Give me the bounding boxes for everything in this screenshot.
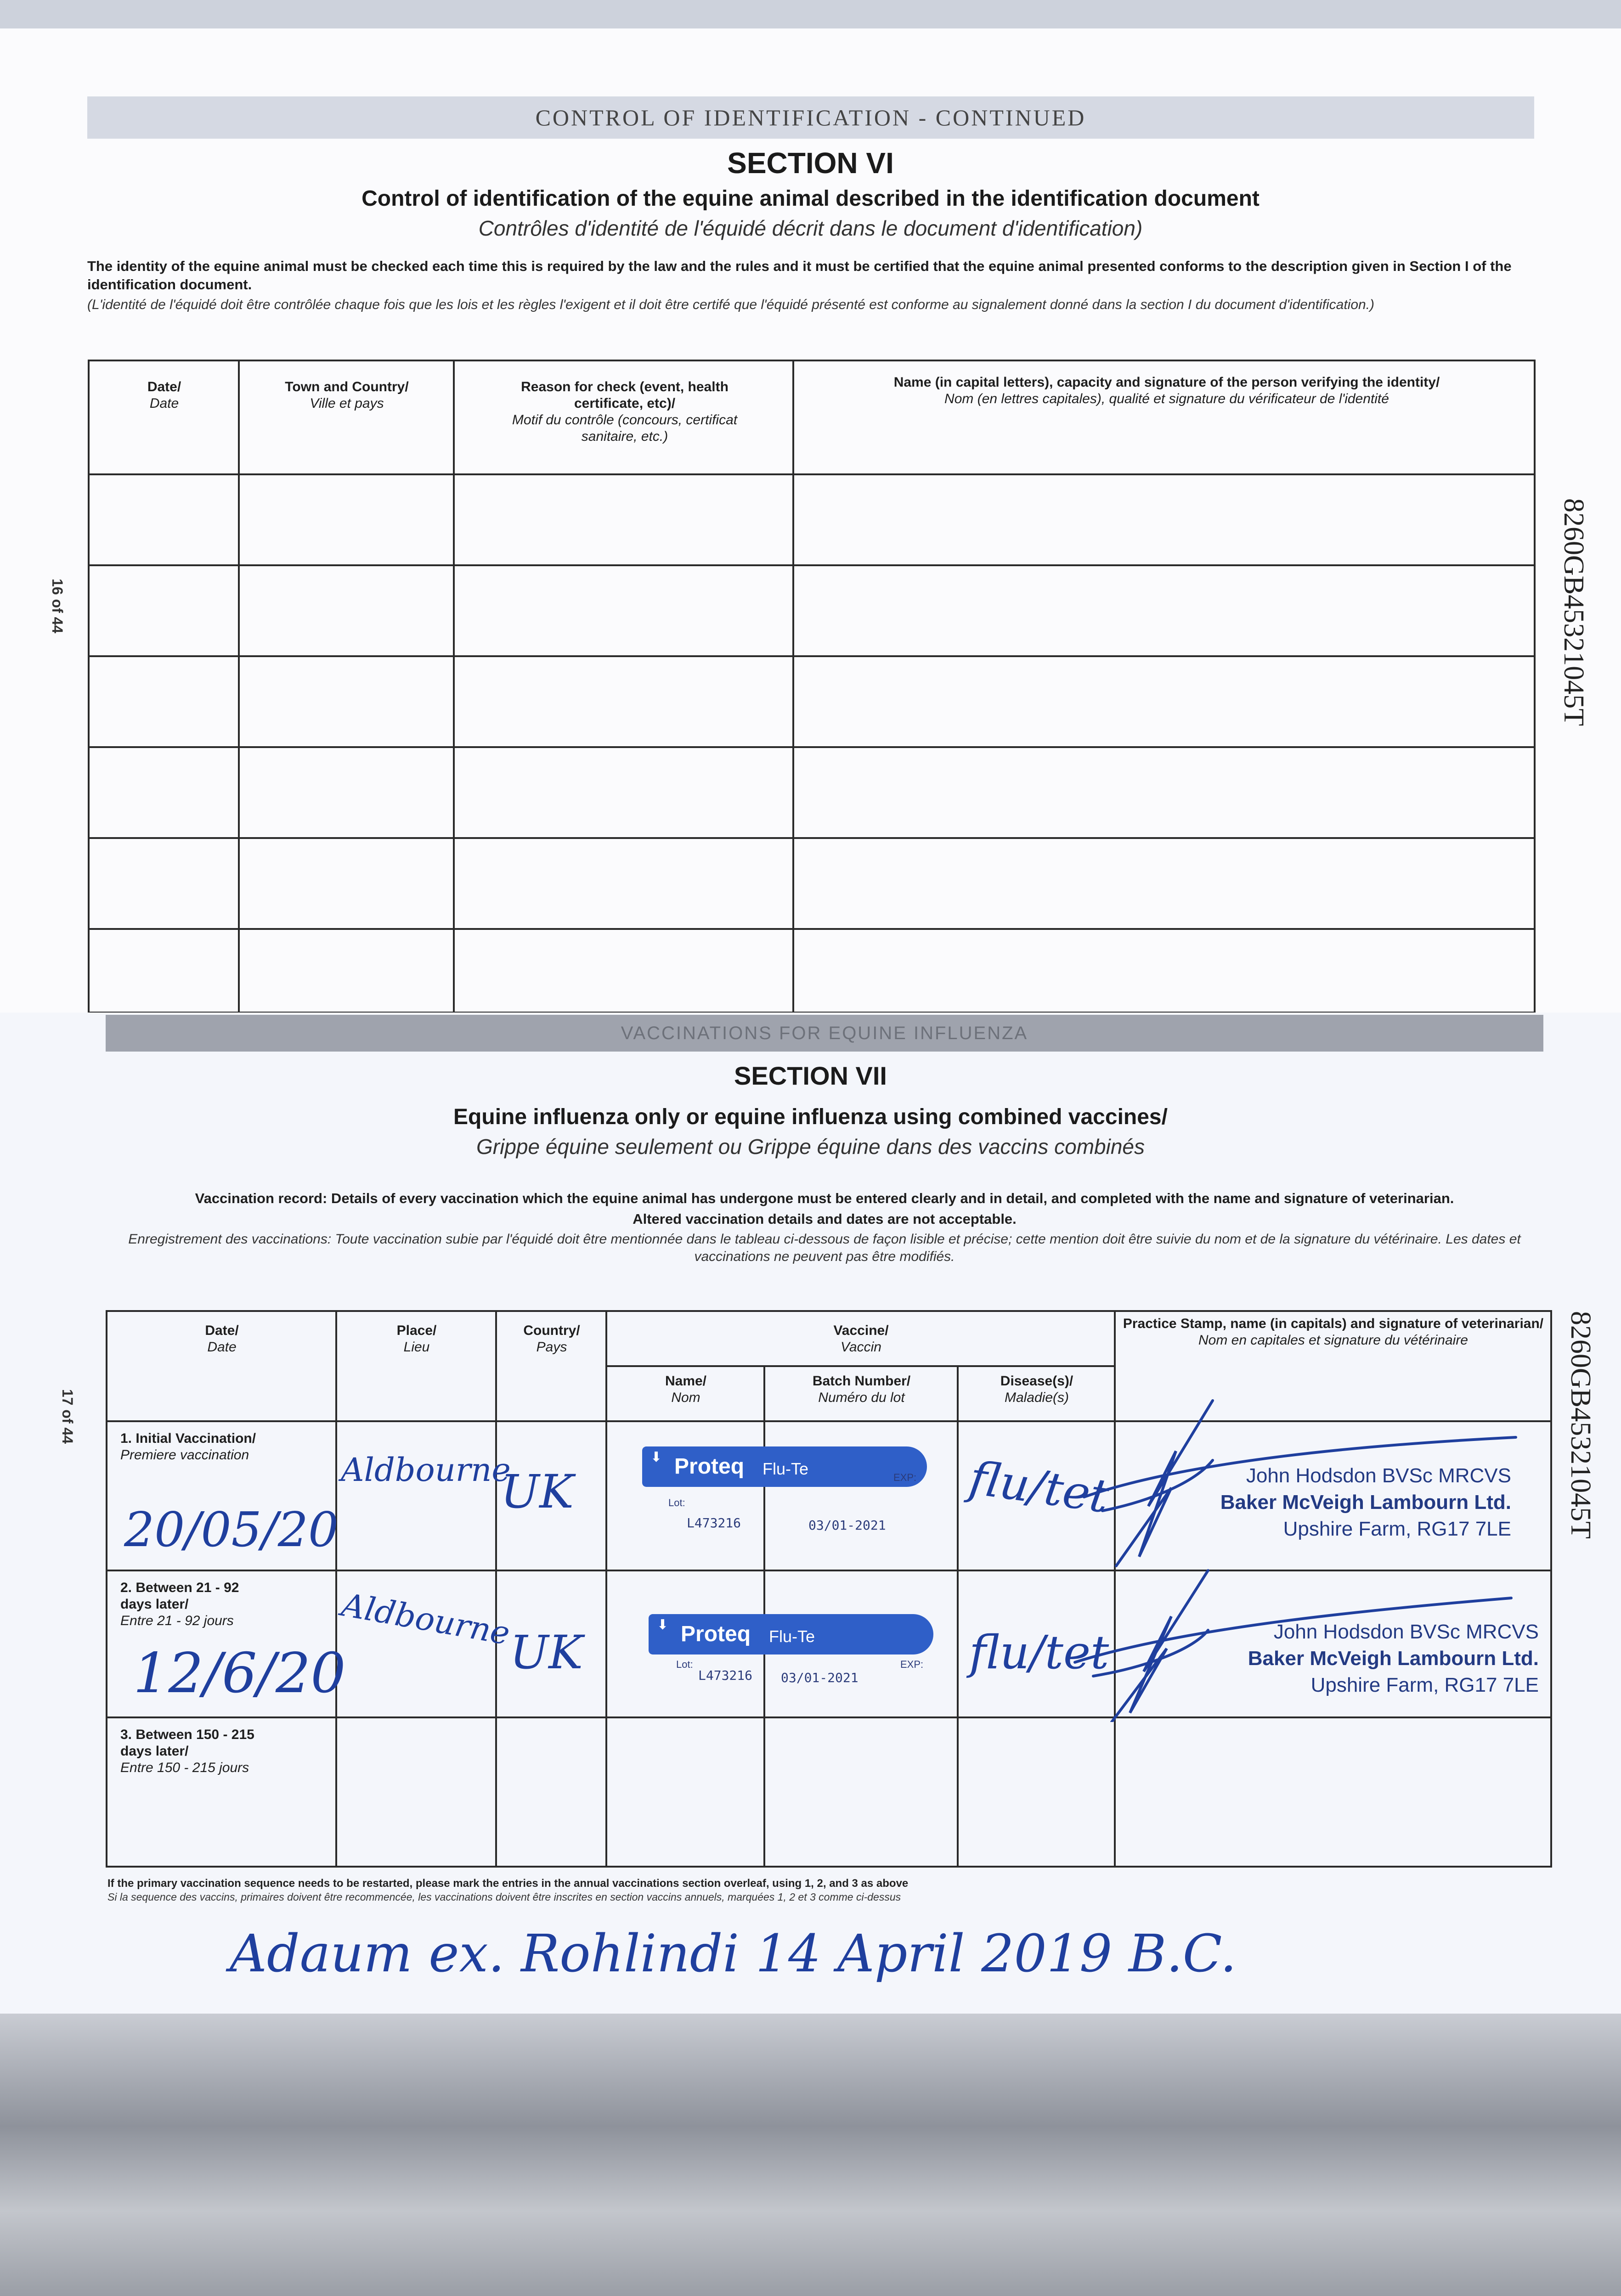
section-vi-note-fr: (L'identité de l'équidé doit être contrôlée chaque fois que les lois et les règles l'exigent et il doit être certifé que l'équidé présenté est conforme au signalement donné dans la section I du document d'identification.): [87, 297, 1375, 312]
section-vii-note-fr-lead: Enregistrement des vaccinations:: [128, 1232, 332, 1247]
vii-col-place-en: Place/: [396, 1323, 437, 1338]
section-vi-label: SECTION VI: [727, 146, 894, 180]
section-vii-footer-fr: Si la sequence des vaccins, primaires doivent être recommencée, les vaccinations doivent être inscrites en section vaccins annuels, marquées 1, 2 et 3 comme ci-dessus: [107, 1891, 901, 1903]
row-3-label-en: 3. Between 150 - 215 days later/: [120, 1727, 254, 1759]
syringe-icon: ⬇: [657, 1617, 669, 1632]
section-vi-subtitle-en: Control of identification of the equine animal described in the identification document: [361, 186, 1260, 211]
row-2-expiry: 03/01-2021: [781, 1670, 859, 1685]
row-1-lot-label: Lot:: [668, 1497, 685, 1508]
section-vii-note-en-2: Altered vaccination details and dates are not acceptable.: [633, 1211, 1017, 1227]
vi-col-town-fr: Ville et pays: [310, 396, 384, 411]
vii-col-vaccine-name-en: Name/: [665, 1373, 707, 1389]
veterinarian-signatures: [1056, 1391, 1553, 1722]
row-1-disease: flu/tet: [966, 1451, 1113, 1524]
row-1-vaccine-label: [642, 1446, 927, 1487]
row-1-vaccine-brand: Proteq: [674, 1454, 745, 1479]
row-2-lot-label: Lot:: [676, 1659, 693, 1670]
vii-col-vaccine-name: [607, 1373, 764, 1406]
vii-col-place: [337, 1322, 496, 1356]
vi-col-verifier-en: Name (in capital letters), capacity and signature of the person verifying the identity/: [893, 375, 1440, 390]
vi-col-date-en: Date/: [147, 379, 181, 394]
row-1-label-fr: Premiere vaccination: [120, 1447, 249, 1463]
row-2-address: Upshire Farm, RG17 7LE: [1310, 1674, 1539, 1696]
row-1-country: UK: [501, 1465, 574, 1519]
vii-col-vaccine-fr: Vaccin: [841, 1339, 881, 1355]
section-vii-note-en-1: Vaccination record: Details of every vaccination which the equine animal has undergone must be entered clearly and in detail, and completed with the name and signature of veterinarian.: [195, 1190, 1454, 1206]
vii-col-country-en: Country/: [523, 1323, 580, 1338]
vi-col-reason-fr: Motif du contrôle (concours, certificat sanitaire, etc.): [512, 412, 738, 444]
section-vii-band-title: VACCINATIONS FOR EQUINE INFLUENZA: [621, 1023, 1028, 1043]
vi-col-date-fr: Date: [149, 396, 179, 411]
row-2-disease: flu/tet: [969, 1626, 1109, 1679]
vi-col-town-en: Town and Country/: [285, 379, 409, 394]
row-2-vaccine-name: Flu-Te: [769, 1627, 815, 1646]
vii-col-date-en: Date/: [205, 1323, 239, 1338]
vii-col-vaccine-en: Vaccine/: [833, 1323, 889, 1338]
section-vii-subtitle-fr: Grippe équine seulement ou Grippe équine dans des vaccins combinés: [476, 1135, 1145, 1159]
section-vi-subtitle-fr: Contrôles d'identité de l'équidé décrit dans le document d'identification): [478, 216, 1143, 240]
row-1-place: Aldbourne: [341, 1451, 511, 1489]
vi-col-reason-en: Reason for check (event, health certificate, etc)/: [521, 379, 729, 411]
row-1-address: Upshire Farm, RG17 7LE: [1283, 1518, 1511, 1540]
row-2-vaccine-brand: Proteq: [681, 1622, 751, 1646]
row-2-label-en: 2. Between 21 - 92 days later/: [120, 1580, 239, 1612]
row-2-vet-name: John Hodsdon BVSc MRCVS: [1273, 1621, 1539, 1643]
row-1-lot-number: L473216: [687, 1515, 741, 1531]
handwritten-note: Adaum ex. Rohlindi 14 April 2019 B.C.: [230, 1924, 1237, 1984]
vii-col-batch-en: Batch Number/: [812, 1373, 911, 1389]
vii-col-batch-fr: Numéro du lot: [818, 1390, 905, 1405]
vii-col-disease-en: Disease(s)/: [1000, 1373, 1073, 1389]
row-2-practice: Baker McVeigh Lambourn Ltd.: [1248, 1647, 1539, 1670]
page-number-17: 17 of 44: [59, 1389, 76, 1444]
row-1-date: 20/05/20: [124, 1502, 339, 1558]
row-2-label: [120, 1580, 258, 1629]
row-1-vaccine-name: Flu-Te: [762, 1459, 809, 1478]
section-vii-subtitle-en: Equine influenza only or equine influenza using combined vaccines/: [453, 1105, 1168, 1129]
section-vii-footer-en: If the primary vaccination sequence needs to be restarted, please mark the entries in the annual vaccinations section overleaf, using 1, 2, and 3 as above: [107, 1877, 909, 1890]
vii-col-vaccine: [607, 1322, 1115, 1356]
row-2-exp-label: EXP:: [900, 1659, 924, 1670]
row-2-lot-number: L473216: [698, 1668, 753, 1683]
syringe-icon: ⬇: [650, 1450, 662, 1465]
row-1-vet-name: John Hodsdon BVSc MRCVS: [1246, 1464, 1511, 1487]
row-2-vaccine-label: [649, 1614, 933, 1654]
row-2-place: Aldbourne: [339, 1586, 513, 1653]
vii-col-batch: [765, 1373, 958, 1406]
row-3-label: [120, 1727, 258, 1776]
section-vii-note-fr-body: Toute vaccination subie par l'équidé doit être mentionnée dans le tableau ci-dessous de façon lisible et précise; cette mention doit être suivie du nom et de la signature du vétérinaire. Les dates et vaccinations ne peuvent pas être modifiés.: [335, 1232, 1521, 1264]
vii-col-date: [107, 1322, 336, 1356]
row-1-expiry: 03/01-2021: [808, 1518, 886, 1533]
vii-col-country: [497, 1322, 606, 1356]
row-2-country: UK: [510, 1626, 583, 1679]
side-passport-id-bottom: 8260GB45321045T: [1565, 1311, 1596, 1539]
row-1-exp-label: EXP:: [893, 1472, 917, 1483]
vii-col-vaccine-name-fr: Nom: [671, 1390, 700, 1405]
row-1-practice: Baker McVeigh Lambourn Ltd.: [1220, 1491, 1511, 1514]
vii-col-stamp-en: Practice Stamp, name (in capitals) and signature of veterinarian/: [1123, 1316, 1544, 1331]
page-number-16: 16 of 44: [49, 579, 66, 634]
vi-col-verifier-fr: Nom (en lettres capitales), qualité et signature du vérificateur de l'identité: [944, 391, 1389, 406]
row-2-date: 12/6/20: [133, 1642, 346, 1705]
vii-col-country-fr: Pays: [536, 1339, 567, 1355]
section-vii-label: SECTION VII: [734, 1061, 887, 1090]
row-1-label-en: 1. Initial Vaccination/: [120, 1431, 256, 1446]
vii-col-place-fr: Lieu: [403, 1339, 430, 1355]
row-3-label-fr: Entre 150 - 215 jours: [120, 1760, 249, 1775]
vii-col-stamp: [1121, 1316, 1546, 1349]
row-1-label: [120, 1430, 332, 1463]
row-2-label-fr: Entre 21 - 92 jours: [120, 1613, 234, 1628]
vii-col-date-fr: Date: [207, 1339, 237, 1355]
section-vi-band-title: CONTROL OF IDENTIFICATION - CONTINUED: [535, 105, 1086, 130]
scan-bottom-background: [0, 2014, 1621, 2296]
side-passport-id-top: 8260GB45321045T: [1558, 498, 1589, 726]
vii-col-stamp-fr: Nom en capitales et signature du vétérinaire: [1198, 1333, 1468, 1348]
vii-col-disease-fr: Maladie(s): [1004, 1390, 1069, 1405]
section-vi-note-en: The identity of the equine animal must be checked each time this is required by the law and the rules and it must be certified that the equine animal presented conforms to the description given in Section I of the identification document.: [87, 258, 1512, 293]
